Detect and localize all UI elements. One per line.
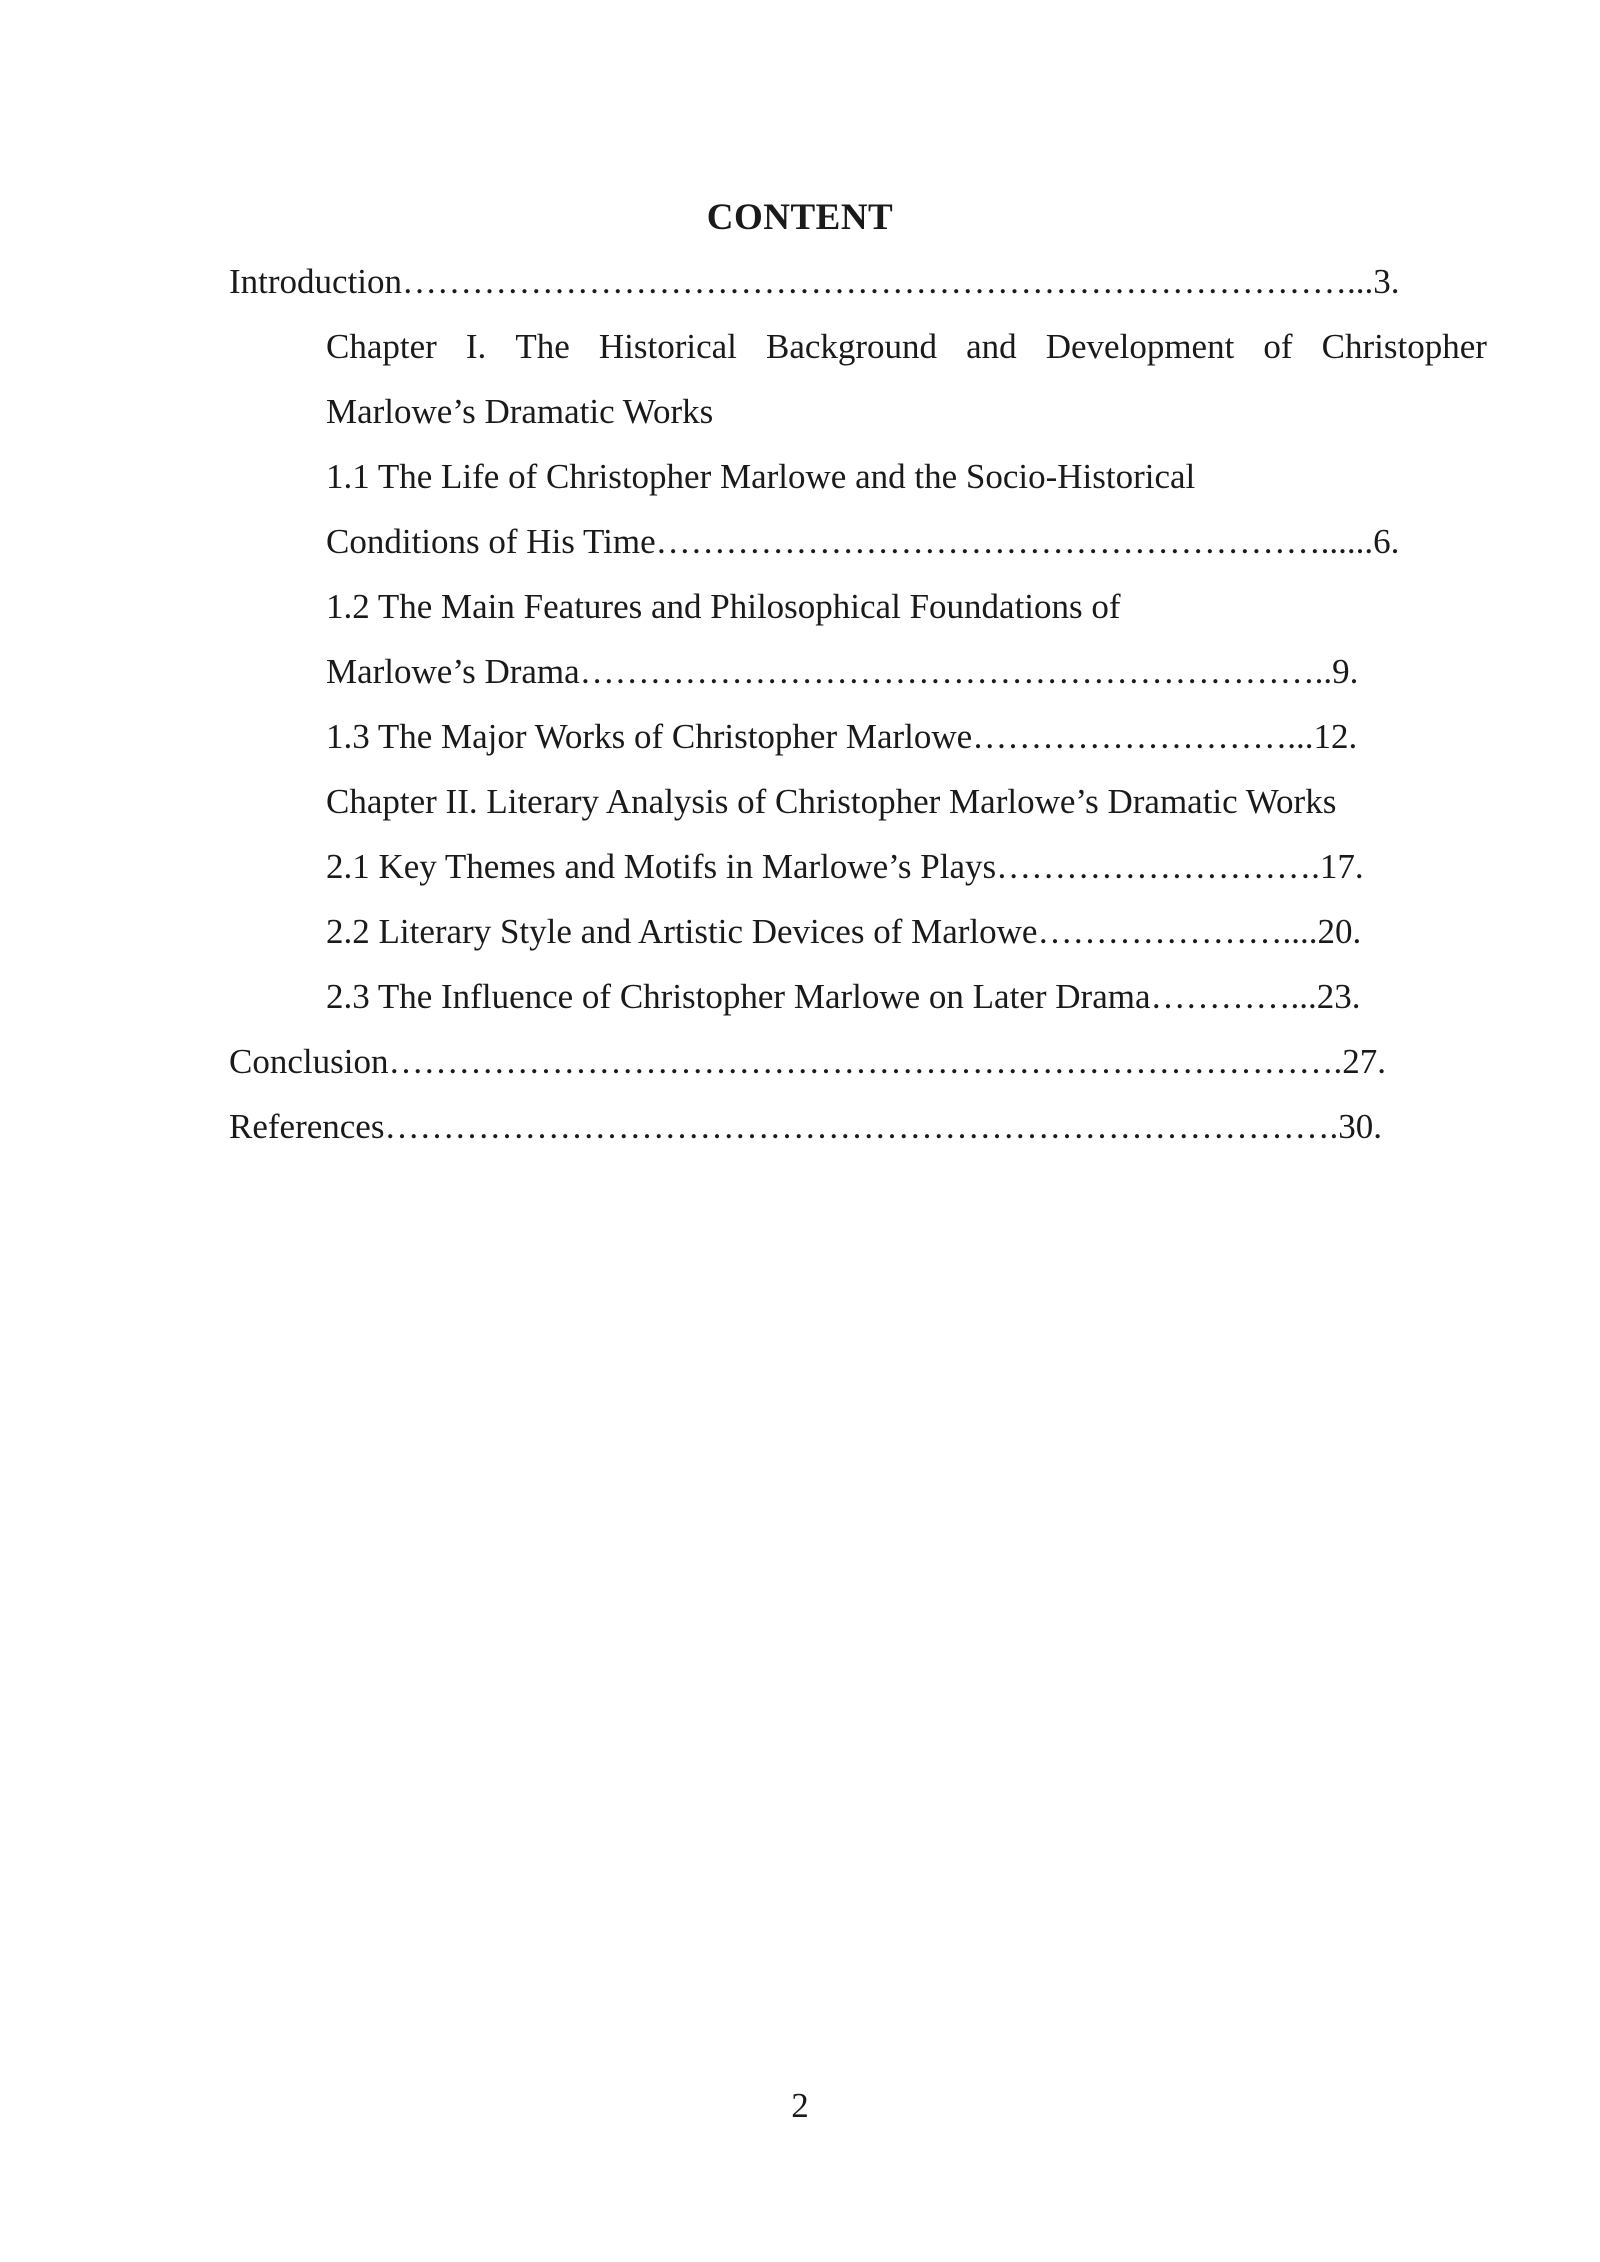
toc-entry-1-2-line-1: 1.2 The Main Features and Philosophical Foundations of xyxy=(326,587,1121,626)
heading-word: Historical xyxy=(598,327,737,366)
page-number: 2 xyxy=(791,2086,809,2125)
toc-chapter-2-heading: Chapter II. Literary Analysis of Christopher Marlowe’s Dramatic Works xyxy=(326,782,1337,821)
toc-entry-2-2: 2.2 Literary Style and Artistic Devices of Marlowe…………………....20. xyxy=(326,912,1362,951)
toc-entry-references: References……………………………………………………………………….30. xyxy=(229,1107,1382,1146)
toc-entry-1-1-line-2: Conditions of His Time…………………………………………………......6. xyxy=(326,522,1400,561)
toc-entry-introduction: Introduction………………………………………………………………………...3. xyxy=(229,262,1400,301)
heading-word: Background xyxy=(765,327,938,366)
page-title: CONTENT xyxy=(706,197,894,238)
heading-word: I. xyxy=(465,327,487,366)
toc-chapter-1-heading xyxy=(229,323,1509,388)
heading-word: Chapter xyxy=(326,327,437,366)
heading-word: Christopher xyxy=(1321,327,1487,366)
toc-chapter-1-heading-cont: Marlowe’s Dramatic Works xyxy=(326,392,714,431)
heading-word: The xyxy=(515,327,570,366)
toc-entry-2-3: 2.3 The Influence of Christopher Marlowe on Later Drama…………...23. xyxy=(326,977,1361,1016)
table-of-contents xyxy=(229,258,1509,1168)
heading-word: Development xyxy=(1045,327,1235,366)
toc-entry-1-3: 1.3 The Major Works of Christopher Marlowe………………………...12. xyxy=(326,717,1358,756)
toc-entry-1-2-line-2: Marlowe’s Drama………………………………………………………..9. xyxy=(326,652,1359,691)
toc-entry-2-1: 2.1 Key Themes and Motifs in Marlowe’s Plays……………………….17. xyxy=(326,847,1364,886)
toc-entry-1-1-line-1: 1.1 The Life of Christopher Marlowe and the Socio-Historical xyxy=(326,457,1196,496)
toc-entry-conclusion: Conclusion……………………………………………………………………….27. xyxy=(229,1042,1386,1081)
heading-word: of xyxy=(1263,327,1293,366)
heading-word: and xyxy=(966,327,1017,366)
